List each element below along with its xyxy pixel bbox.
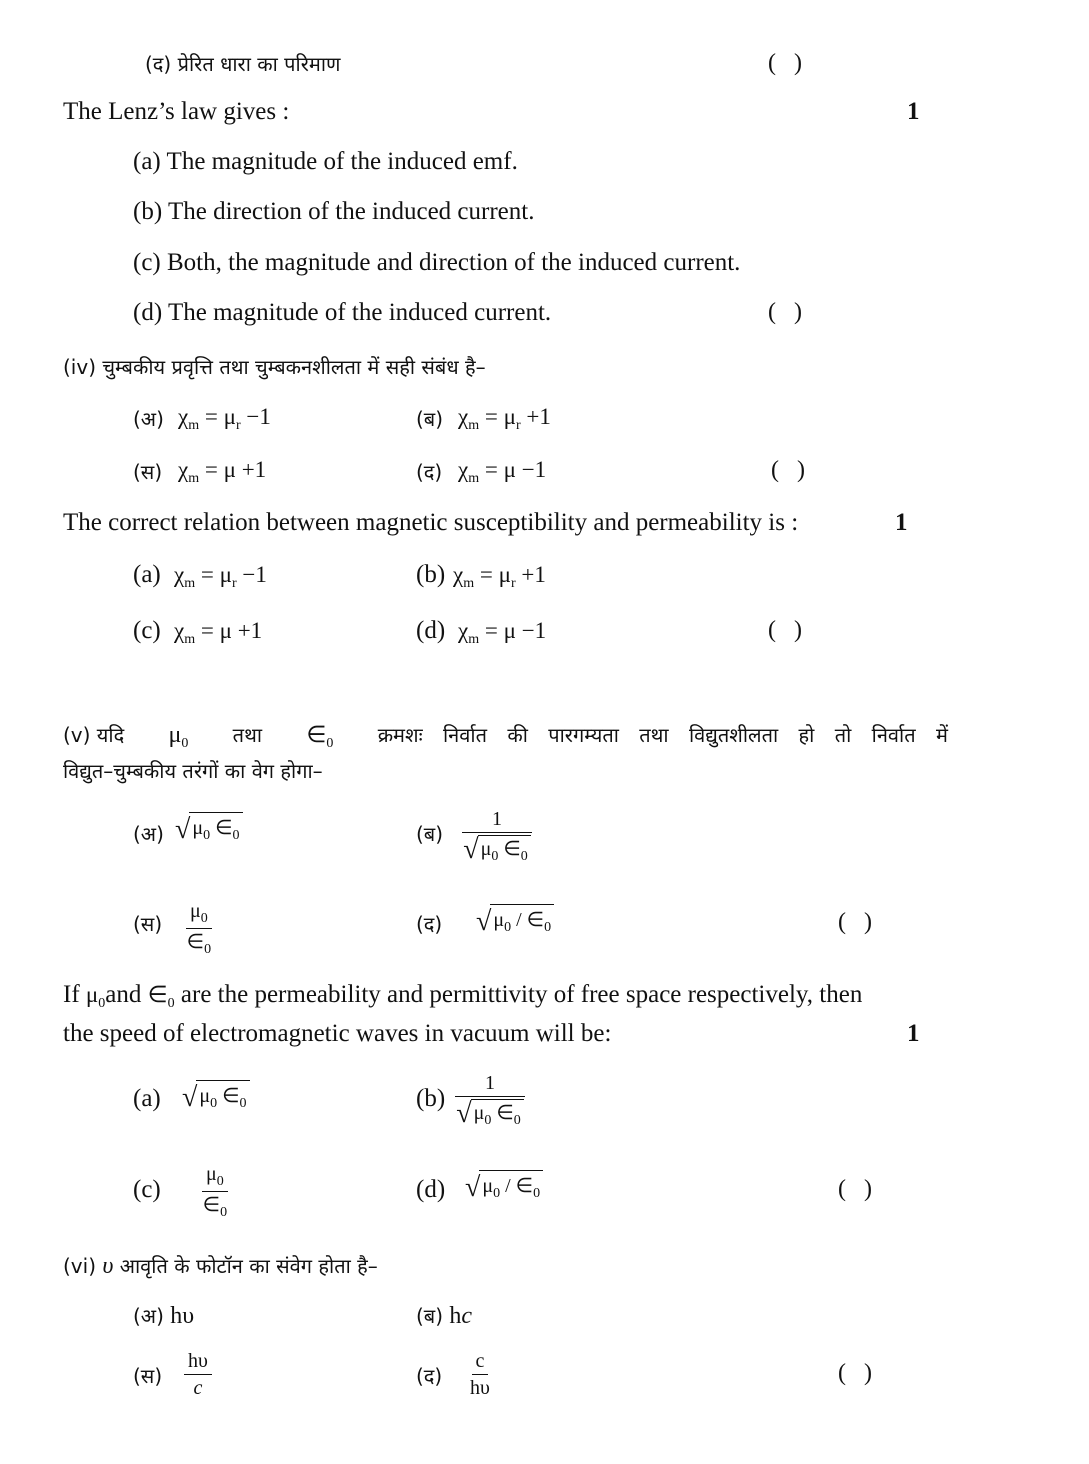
formula-sqrt-mu-eps: √ $\mu_0$ $\in_0$	[175, 812, 243, 844]
answer-bracket: ( )	[768, 50, 808, 76]
hi-question-iv: (iv) चुम्बकीय प्रवृत्ति तथा चुम्बकनशीलता में सही संबंध है–	[63, 355, 486, 379]
hi-label-c: (स)	[133, 1364, 163, 1388]
formula-inv-sqrt: 1 √ $\mu_0$ $\in_0$	[455, 1072, 525, 1128]
en-label-d: (d)	[416, 1176, 446, 1203]
en-label-c: (c)	[133, 1176, 161, 1203]
answer-bracket: ( )	[768, 299, 808, 325]
en-option-c: (c) Both, the magnitude and direction of the induced current.	[133, 249, 741, 276]
en-label-c: (c)	[133, 617, 161, 644]
hi-label-a: (अ)	[133, 822, 164, 846]
hi-label-b: (ब)	[416, 407, 444, 431]
en-question-lenz: The Lenz’s law gives :	[63, 98, 290, 125]
hi-label-c: (स)	[133, 912, 163, 936]
en-option-d: (d) The magnitude of the induced current.	[133, 299, 552, 326]
answer-bracket: ( )	[771, 457, 811, 483]
answer-bracket: ( )	[768, 617, 808, 643]
hi-label-d: (द)	[416, 460, 443, 484]
hi-label-b: (ब) hc	[416, 1303, 473, 1329]
hi-label-d: (द)	[416, 1364, 443, 1388]
en-label-b: (b)	[416, 1085, 446, 1112]
en-label-b: (b)	[416, 561, 446, 588]
en-label-d: (d)	[416, 617, 446, 644]
answer-bracket: ( )	[838, 909, 878, 935]
formula-hi-b: $\chi_m = \mu_r +1$	[458, 404, 551, 433]
en-label-a: (a)	[133, 561, 161, 588]
formula-inv-sqrt: 1 √ $\mu_0$ $\in_0$	[462, 808, 532, 864]
hi-label-c: (स)	[133, 460, 163, 484]
hi-question-v-line1: (v) यदि $\mu_0$ तथा $\in_0$ क्रमशः निर्वात की पारगम्यता तथा विद्युतशीलता हो तो निर्वात में	[63, 722, 948, 751]
formula-c-over-h-nu: $\frac{c}{h\upsilon}$	[470, 1350, 490, 1399]
hi-question-v-line2: विद्युत–चुम्बकीय तरंगों का वेग होगा–	[63, 759, 323, 783]
formula-sqrt-mu-div-eps: √ $\mu_0$ / $\in_0$	[465, 1170, 543, 1202]
formula-en-c: $\chi_m = \mu +1$	[174, 618, 263, 647]
en-option-a: (a) The magnitude of the induced emf.	[133, 148, 518, 175]
en-option-b: (b) The direction of the induced current.	[133, 198, 535, 225]
hi-label-a: (अ)	[133, 407, 164, 431]
en-question-v-line2: the speed of electromagnetic waves in vacuum will be:	[63, 1020, 612, 1047]
en-question-v-line1: If $\mu_0and$ $\in_0$ are the permeability and permittivity of free space respectively, then	[63, 981, 863, 1011]
formula-hi-c: $\chi_m = \mu +1$	[178, 457, 267, 486]
formula-sqrt-mu-eps: √ $\mu_0$ $\in_0$	[182, 1080, 250, 1112]
formula-en-d: $\chi_m = \mu -1$	[458, 618, 547, 647]
marks: 1	[907, 1020, 920, 1047]
hi-label-d: (द)	[416, 912, 443, 936]
marks: 1	[907, 98, 920, 125]
answer-bracket: ( )	[838, 1360, 878, 1386]
hi-label-a: (अ) hυ	[133, 1303, 195, 1329]
en-label-a: (a)	[133, 1085, 161, 1112]
marks: 1	[895, 509, 908, 536]
formula-en-b: $\chi_m = \mu_r +1$	[453, 562, 546, 591]
formula-sqrt-mu-div-eps: √ $\mu_0$ / $\in_0$	[476, 904, 554, 936]
formula-h-nu-over-c: $\frac{h\upsilon}{c}$	[184, 1350, 212, 1399]
answer-bracket: ( )	[838, 1176, 878, 1202]
formula-h-c: hc	[449, 1303, 473, 1329]
en-question-iv: The correct relation between magnetic susceptibility and permeability is :	[63, 509, 799, 536]
formula-hi-a: $\chi_m = \mu_r -1$	[178, 404, 271, 433]
formula-mu-over-eps: $\frac{\mu_0}{\in_0}$	[202, 1163, 228, 1221]
formula-h-nu: hυ	[170, 1303, 195, 1329]
hi-question-vi: (vi) υ आवृति के फोटॉन का संवेग होता है–	[63, 1253, 378, 1279]
hi-option-d: (द) प्रेरित धारा का परिमाण	[145, 52, 341, 76]
formula-hi-d: $\chi_m = \mu -1$	[458, 457, 547, 486]
formula-en-a: $\chi_m = \mu_r -1$	[174, 562, 267, 591]
formula-mu-over-eps: $\frac{\mu_0}{\in_0}$	[186, 900, 212, 958]
hi-label-b: (ब)	[416, 822, 444, 846]
